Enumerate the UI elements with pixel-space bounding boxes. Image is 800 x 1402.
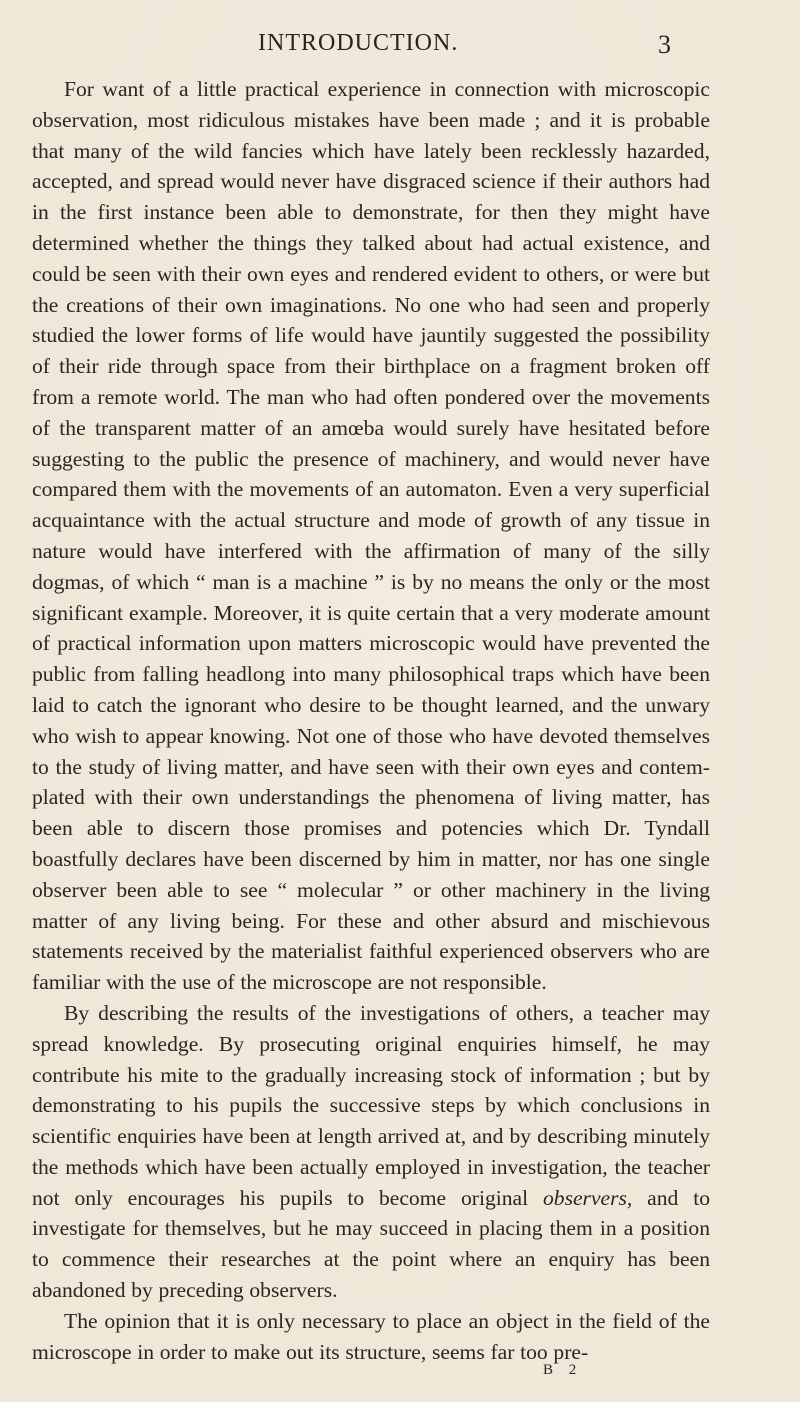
body-text xyxy=(32,74,710,1367)
running-title: INTRODUCTION. xyxy=(258,30,459,56)
paragraph-2-text-b: and to investigate for themselves, but he may succeed in placing them in a position to commence their researches at the point where an enquiry has been abandoned by preceding observers. xyxy=(32,1185,710,1303)
page-number: 3 xyxy=(658,30,671,59)
page-header xyxy=(0,30,800,60)
paragraph-2-text-a: By describing the results of the investigations of others, a teacher may spread knowledge. By prosecuting original enquiries himself, he may contribute his mite to the gradually increasing stock of information ; but by demonstrating to his pupils the successive steps by which conclusions in scientific enquiries have been at length arrived at, and by describing minutely the methods which have been actually employed in investigation, the teacher not only encourages his pupils to become original xyxy=(32,1000,710,1210)
paragraph-2-italic: observers, xyxy=(542,1185,633,1210)
signature-mark: B 2 xyxy=(543,1362,583,1378)
paragraph-2 xyxy=(32,998,710,1306)
paragraph-1: For want of a little practical experience in connection with microscopic observation, most ridiculous mistakes have been made ; and it is probable that many of the wild fancies which have lately been recklessly hazarded, accepted, and spread would never have disgraced science if their authors had in the first instance been able to demonstrate, for then they might have determined whether the things they talked about had actual existence, and could be seen with their own eyes and rendered evident to others, or were but the creations of their own imaginations. No one who had seen and properly studied the lower forms of life would have jauntily suggested the possibility of their ride through space from their birthplace on a fragment broken off from a remote world. The man who had often pondered over the movements of the transparent matter of an amœba would surely have hesitated before suggesting to the public the presence of machinery, and would never have compared them with the movements of an automaton. Even a very superficial acquaintance with the actual structure and mode of growth of any tissue in nature would have interfered with the affirmation of many of the silly dogmas, of which “ man is a machine ” is by no means the only or the most significant example. Moreover, it is quite certain that a very moderate amount of practical information upon matters microscopic would have prevented the public from falling headlong into many philosophical traps which have been laid to catch the ignorant who desire to be thought learned, and the unwary who wish to appear knowing. Not one of those who have devoted themselves to the study of living matter, and have seen with their own eyes and contemplated with their own understandings the phenomena of living matter, has been able to discern those promises and potencies which Dr. Tyndall boastfully declares have been discerned by him in matter, nor has one single observer been able to see “ molecular ” or other machinery in the living matter of any living being. For these and other absurd and mischievous statements received by the materialist faithful experienced observers who are familiar with the use of the microscope are not responsible. xyxy=(32,77,710,995)
paragraph-3: The opinion that it is only necessary to place an object in the field of the microscope in order to make out its structure, seems far too pre- xyxy=(32,1308,710,1364)
